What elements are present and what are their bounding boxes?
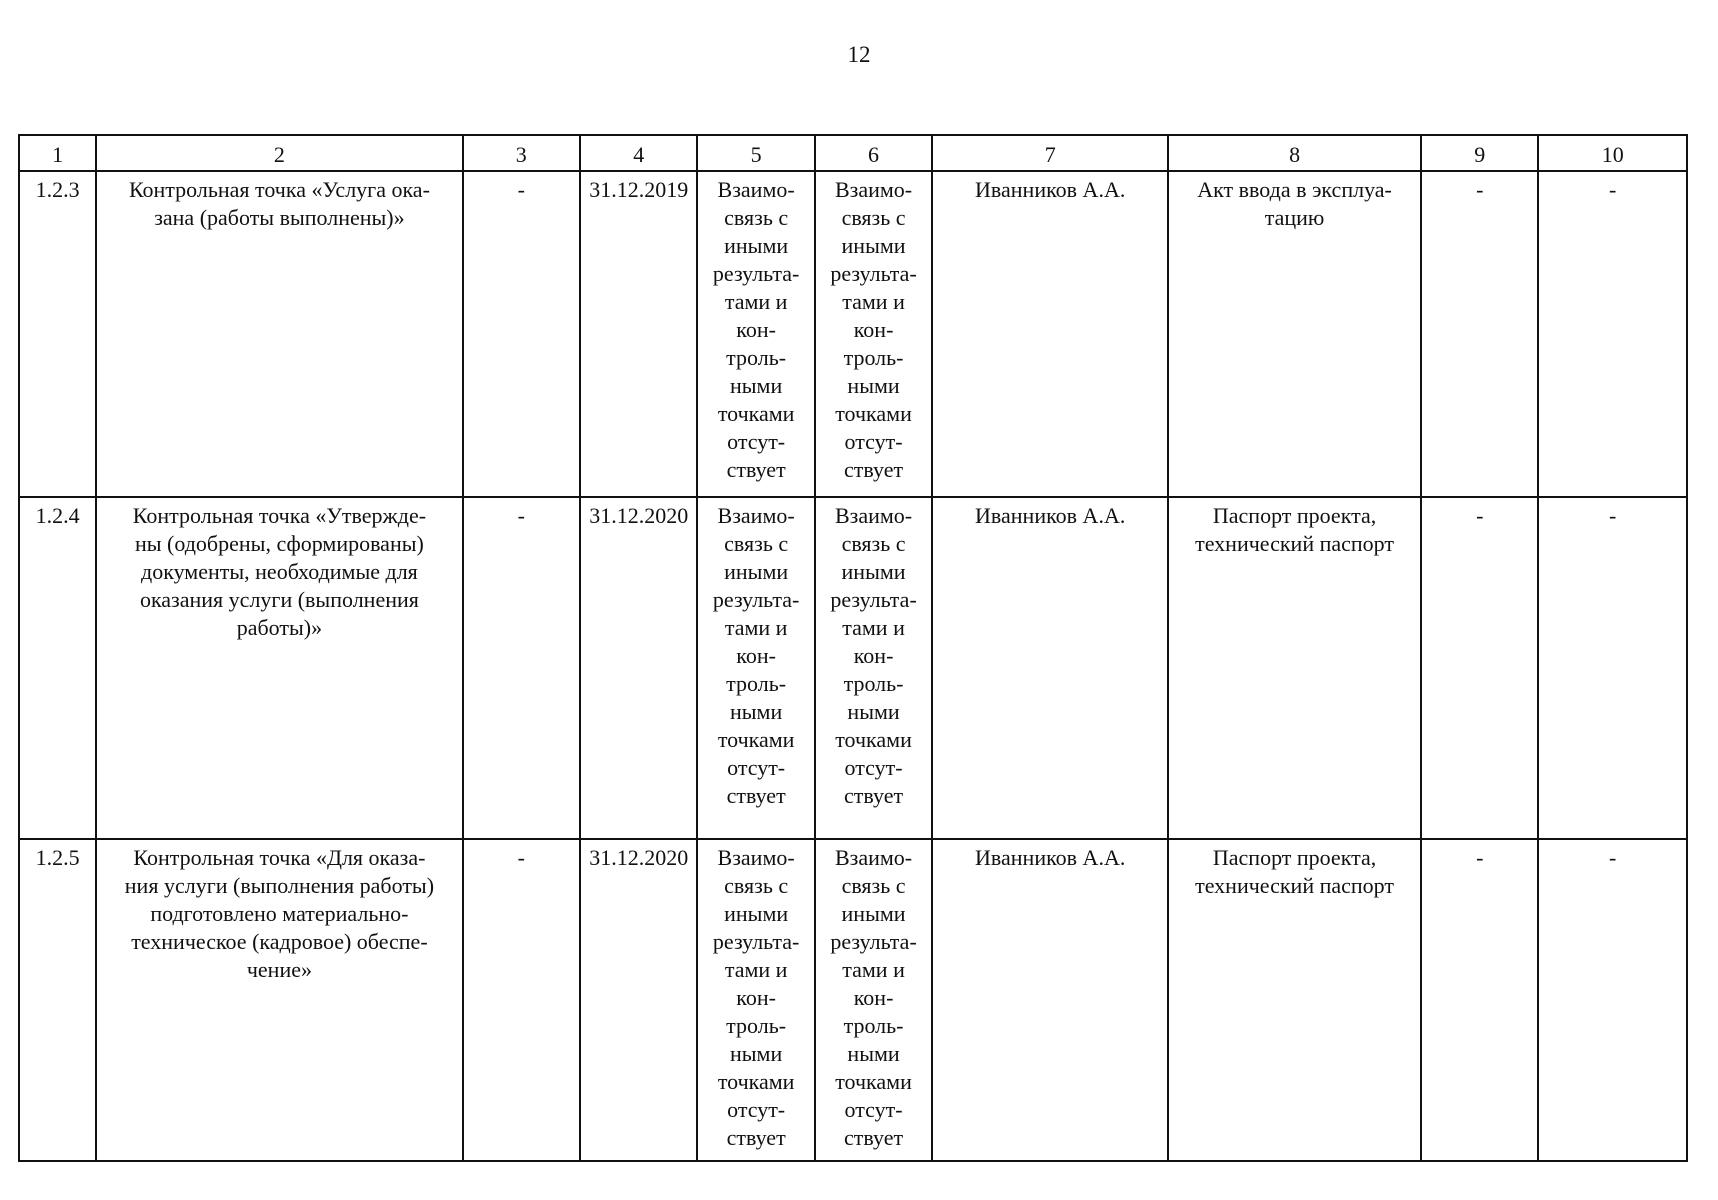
column-header-8: 8	[1168, 135, 1421, 171]
control-points-table	[18, 134, 1688, 1162]
row-number: 1.2.4	[19, 497, 96, 839]
cell-responsible: Иванников А.А.	[932, 839, 1168, 1161]
cell-date: 31.12.2019	[580, 171, 697, 497]
cell-col5: Взаимо- связь с иными результа- тами и кон- троль- ными точками отсут- ствует	[697, 171, 814, 497]
cell-responsible: Иванников А.А.	[932, 497, 1168, 839]
cell-date: 31.12.2020	[580, 497, 697, 839]
cell-col5: Взаимо- связь с иными результа- тами и кон- троль- ными точками отсут- ствует	[697, 839, 814, 1161]
table-row	[19, 497, 1687, 839]
column-header-6: 6	[815, 135, 932, 171]
control-point-name: Контрольная точка «Утвержде- ны (одобрены, сформированы) документы, необходимые для оказания услуги (выполнения работы)»	[96, 497, 462, 839]
cell-col10: -	[1538, 839, 1687, 1161]
cell-document: Паспорт проекта, технический паспорт	[1168, 839, 1421, 1161]
cell-col3: -	[463, 171, 580, 497]
cell-col9: -	[1421, 839, 1538, 1161]
cell-col5: Взаимо- связь с иными результа- тами и кон- троль- ными точками отсут- ствует	[697, 497, 814, 839]
column-header-10: 10	[1538, 135, 1687, 171]
column-header-9: 9	[1421, 135, 1538, 171]
page-number: 12	[847, 42, 871, 67]
cell-responsible: Иванников А.А.	[932, 171, 1168, 497]
control-point-name: Контрольная точка «Для оказа- ния услуги (выполнения работы) подготовлено материально- техническое (кадровое) обеспе- чение»	[96, 839, 462, 1161]
cell-col6: Взаимо- связь с иными результа- тами и кон- троль- ными точками отсут- ствует	[815, 497, 932, 839]
column-header-5: 5	[697, 135, 814, 171]
table-row	[19, 171, 1687, 497]
cell-col9: -	[1421, 497, 1538, 839]
cell-col6: Взаимо- связь с иными результа- тами и кон- троль- ными точками отсут- ствует	[815, 839, 932, 1161]
column-header-3: 3	[463, 135, 580, 171]
table-header-row	[19, 135, 1687, 171]
column-header-2: 2	[96, 135, 462, 171]
cell-col3: -	[463, 839, 580, 1161]
column-header-1: 1	[19, 135, 96, 171]
cell-document: Паспорт проекта, технический паспорт	[1168, 497, 1421, 839]
column-header-4: 4	[580, 135, 697, 171]
cell-date: 31.12.2020	[580, 839, 697, 1161]
cell-col9: -	[1421, 171, 1538, 497]
cell-col10: -	[1538, 171, 1687, 497]
cell-col10: -	[1538, 497, 1687, 839]
control-point-name: Контрольная точка «Услуга ока- зана (работы выполнены)»	[96, 171, 462, 497]
column-header-7: 7	[932, 135, 1168, 171]
cell-col3: -	[463, 497, 580, 839]
row-number: 1.2.5	[19, 839, 96, 1161]
cell-document: Акт ввода в эксплуа- тацию	[1168, 171, 1421, 497]
cell-col6: Взаимо- связь с иными результа- тами и кон- троль- ными точками отсут- ствует	[815, 171, 932, 497]
row-number: 1.2.3	[19, 171, 96, 497]
table-row	[19, 839, 1687, 1161]
